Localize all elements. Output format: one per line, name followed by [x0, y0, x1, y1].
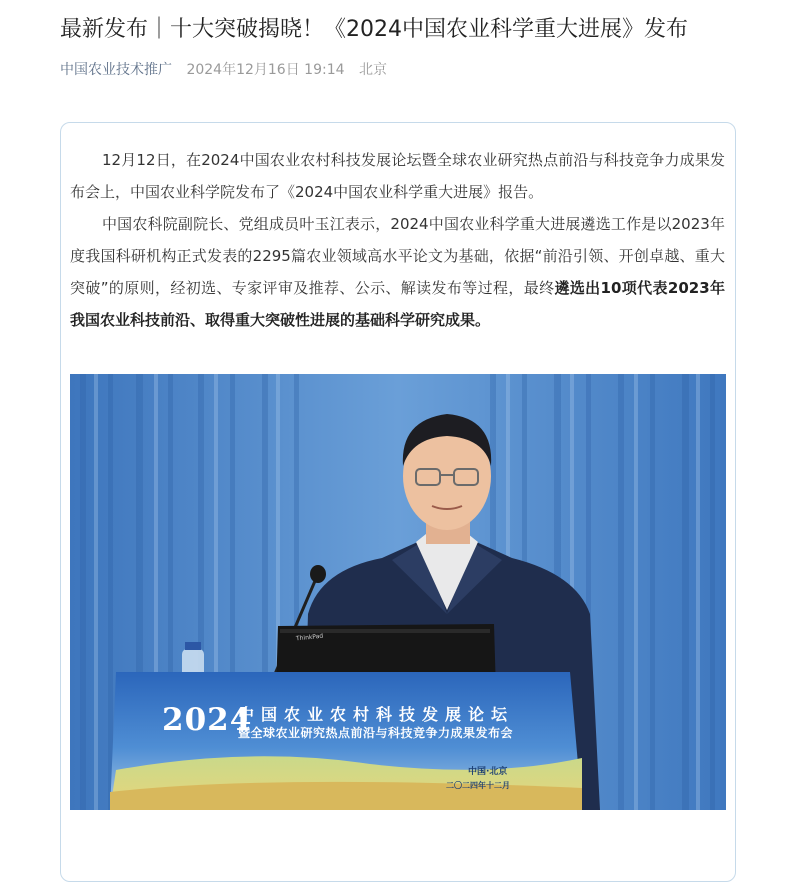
article-body — [70, 144, 725, 336]
publish-location: 北京 — [358, 62, 387, 78]
article-photo[interactable] — [70, 374, 726, 810]
laptop-brand-label: ThinkPad — [295, 632, 324, 643]
banner-date: 二〇二四年十二月 — [446, 781, 510, 790]
banner-location: 中国·北京 — [468, 767, 508, 777]
paragraph-2-bold: 遴选出10项代表2023年我国农业科技前沿、取得重大突破性进展的基础科学研究成果。 — [70, 279, 725, 329]
article-title: 最新发布｜十大突破揭晓！《2024中国农业科学重大进展》发布 — [60, 17, 688, 42]
photo-illustration — [70, 374, 726, 810]
publish-time: 2024年12月16日 19:14 — [186, 62, 345, 78]
banner-forum-title: 中国农业农村科技发展论坛 — [238, 705, 515, 724]
banner-forum-subtitle: 暨全球农业研究热点前沿与科技竞争力成果发布会 — [238, 726, 514, 740]
paragraph-2-text: 中国农科院副院长、党组成员叶玉江表示，2024中国农业科学重大进展遴选工作是以2023年度我国科研机构正式发表的2295篇农业领域高水平论文为基础，依据“前沿引领、开创卓越、重大突破”的原则，经初选、专家评审及推荐、公示、解读发布等过程，最终 — [70, 215, 725, 297]
source-account-link[interactable]: 中国农业技术推广 — [60, 62, 172, 78]
paragraph-1: 12月12日，在2024中国农业农村科技发展论坛暨全球农业研究热点前沿与科技竞争力成果发布会上，中国农业科学院发布了《2024中国农业科学重大进展》报告。 — [70, 151, 725, 201]
banner-year: 2024 — [162, 702, 253, 738]
paragraph-2 — [70, 208, 725, 336]
article-meta — [60, 60, 387, 80]
